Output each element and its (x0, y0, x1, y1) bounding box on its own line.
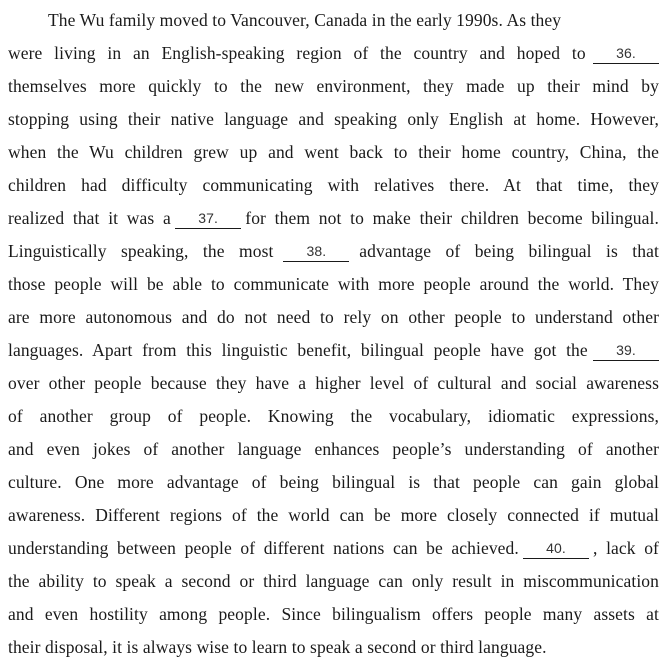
passage-line (8, 532, 659, 565)
line-segment: their disposal, it is always wise to learn to speak a second or third language. (8, 637, 547, 657)
line-segment: over other people because they have a higher level of cultural and social awareness (8, 373, 659, 393)
passage-line (8, 631, 659, 664)
passage-line (8, 37, 659, 70)
line-segment: those people will be able to communicate with more people around the world. They (8, 274, 659, 294)
passage-line (8, 70, 659, 103)
passage-line (8, 598, 659, 631)
line-segment: the ability to speak a second or third language can only result in miscommunication (8, 571, 659, 591)
blank-39[interactable] (593, 340, 659, 361)
line-segment: advantage of being bilingual is that (359, 241, 659, 261)
blank-36[interactable] (593, 43, 659, 64)
passage-line (8, 499, 659, 532)
passage-line (8, 136, 659, 169)
line-segment: understanding between people of different nations can be achieved. (8, 538, 519, 558)
line-segment: The Wu family moved to Vancouver, Canada in the early 1990s. As they (48, 10, 562, 30)
line-segment: children had difficulty communicating with relatives there. At that time, they (8, 175, 659, 195)
passage-line (8, 103, 659, 136)
line-segment: stopping using their native language and speaking only English at home. However, (8, 109, 659, 129)
line-segment: when the Wu children grew up and went back to their home country, China, the (8, 142, 659, 162)
line-segment: and even jokes of another language enhances people’s understanding of another (8, 439, 659, 459)
line-segment: awareness. Different regions of the world can be more closely connected if mutual (8, 505, 659, 525)
blank-38[interactable] (283, 241, 349, 262)
blank-number: 36. (616, 45, 636, 61)
blank-number: 38. (306, 243, 327, 259)
line-segment: are more autonomous and do not need to rely on other people to understand other (8, 307, 659, 327)
cloze-passage (8, 4, 659, 664)
passage-line (8, 169, 659, 202)
line-segment: , lack of (593, 538, 659, 558)
passage-line (8, 334, 659, 367)
line-segment: languages. Apart from this linguistic benefit, bilingual people have got the (8, 340, 588, 360)
passage-line (8, 202, 659, 235)
line-segment: for them not to make their children become bilingual. (245, 208, 659, 228)
line-segment: culture. One more advantage of being bilingual is that people can gain global (8, 472, 659, 492)
line-segment: themselves more quickly to the new environment, they made up their mind by (8, 76, 659, 96)
blank-37[interactable] (175, 208, 241, 229)
line-segment: Linguistically speaking, the most (8, 241, 274, 261)
passage-line (8, 268, 659, 301)
passage-line (8, 466, 659, 499)
line-segment: and even hostility among people. Since bilingualism offers people many assets at (8, 604, 659, 624)
passage-line (8, 235, 659, 268)
blank-number: 40. (546, 540, 566, 556)
line-segment: of another group of people. Knowing the vocabulary, idiomatic expressions, (8, 406, 659, 426)
blank-number: 37. (198, 210, 218, 226)
line-text (48, 4, 659, 37)
line-segment: were living in an English-speaking region of the country and hoped to (8, 43, 586, 63)
passage-line (8, 301, 659, 334)
passage-line (8, 400, 659, 433)
passage-line (8, 367, 659, 400)
passage-line (8, 565, 659, 598)
blank-number: 39. (616, 342, 636, 358)
passage-line (8, 433, 659, 466)
line-segment: realized that it was a (8, 208, 171, 228)
passage-line (8, 4, 659, 37)
blank-40[interactable] (523, 538, 589, 559)
